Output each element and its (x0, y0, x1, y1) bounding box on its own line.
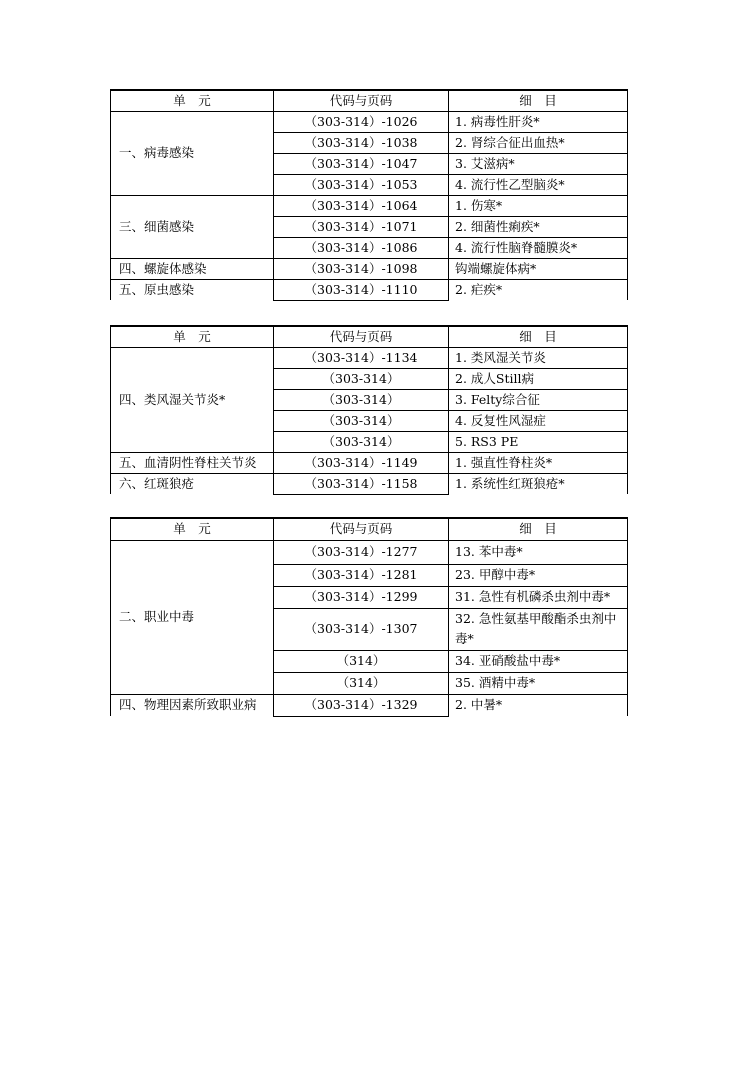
unit-cell: 三、细菌感染 (111, 195, 274, 258)
item-cell: 2. 肾综合征出血热* (449, 132, 628, 153)
code-cell: （303-314）-1134 (274, 347, 449, 368)
item-cell: 1. 系统性红斑狼疮* (449, 473, 628, 494)
table-row (111, 694, 628, 716)
item-cell: 35. 酒精中毒* (449, 672, 628, 694)
table-infectious-diseases (110, 89, 628, 301)
code-cell: （303-314）-1149 (274, 452, 449, 473)
table-header-row (111, 90, 628, 111)
header-unit: 单 元 (111, 90, 274, 111)
code-cell: （314） (274, 672, 449, 694)
item-cell: 3. 艾滋病* (449, 153, 628, 174)
code-cell: （303-314）-1098 (274, 258, 449, 279)
table-row (111, 473, 628, 494)
code-cell: （303-314）-1299 (274, 586, 449, 608)
header-code: 代码与页码 (274, 518, 449, 540)
item-cell: 4. 流行性乙型脑炎* (449, 174, 628, 195)
code-cell: （303-314）-1307 (274, 608, 449, 650)
code-cell: （303-314）-1086 (274, 237, 449, 258)
item-cell: 钩端螺旋体病* (449, 258, 628, 279)
code-cell: （303-314） (274, 410, 449, 431)
table-header-row (111, 326, 628, 347)
table-row (111, 195, 628, 216)
unit-cell: 二、职业中毒 (111, 540, 274, 694)
table-row (111, 258, 628, 279)
table-rheumatic-diseases (110, 325, 628, 495)
header-code: 代码与页码 (274, 326, 449, 347)
item-cell: 4. 流行性脑脊髓膜炎* (449, 237, 628, 258)
item-cell: 1. 类风湿关节炎 (449, 347, 628, 368)
unit-cell: 六、红斑狼疮 (111, 473, 274, 494)
item-cell: 2. 细菌性痢疾* (449, 216, 628, 237)
item-cell: 32. 急性氨基甲酸酯杀虫剂中毒* (449, 608, 628, 650)
item-cell: 13. 苯中毒* (449, 540, 628, 564)
code-cell: （303-314）-1158 (274, 473, 449, 494)
code-cell: （303-314）-1047 (274, 153, 449, 174)
table-occupational-diseases (110, 517, 628, 717)
unit-cell: 五、血清阴性脊柱关节炎 (111, 452, 274, 473)
code-cell: （303-314） (274, 431, 449, 452)
item-cell: 1. 伤寒* (449, 195, 628, 216)
code-cell: （303-314）-1026 (274, 111, 449, 132)
header-unit: 单 元 (111, 326, 274, 347)
table-row (111, 452, 628, 473)
table-row (111, 111, 628, 132)
header-code: 代码与页码 (274, 90, 449, 111)
header-item: 细 目 (449, 326, 628, 347)
code-cell: （303-314） (274, 368, 449, 389)
unit-cell: 四、螺旋体感染 (111, 258, 274, 279)
code-cell: （303-314）-1038 (274, 132, 449, 153)
item-cell: 23. 甲醇中毒* (449, 564, 628, 586)
header-unit: 单 元 (111, 518, 274, 540)
item-cell: 2. 疟疾* (449, 279, 628, 300)
header-item: 细 目 (449, 90, 628, 111)
table-header-row (111, 518, 628, 540)
unit-cell: 五、原虫感染 (111, 279, 274, 300)
code-cell: （303-314）-1277 (274, 540, 449, 564)
unit-cell: 一、病毒感染 (111, 111, 274, 195)
item-cell: 3. Felty综合征 (449, 389, 628, 410)
table-row (111, 347, 628, 368)
code-cell: （303-314）-1053 (274, 174, 449, 195)
code-cell: （303-314）-1071 (274, 216, 449, 237)
item-cell: 34. 亚硝酸盐中毒* (449, 650, 628, 672)
code-cell: （303-314）-1329 (274, 694, 449, 716)
unit-cell: 四、物理因素所致职业病 (111, 694, 274, 716)
item-cell: 1. 病毒性肝炎* (449, 111, 628, 132)
item-cell: 2. 成人Still病 (449, 368, 628, 389)
table-row (111, 540, 628, 564)
item-cell: 4. 反复性风湿症 (449, 410, 628, 431)
code-cell: （303-314）-1281 (274, 564, 449, 586)
table-row (111, 279, 628, 300)
code-cell: （303-314）-1064 (274, 195, 449, 216)
item-cell: 31. 急性有机磷杀虫剂中毒* (449, 586, 628, 608)
code-cell: （314） (274, 650, 449, 672)
item-cell: 2. 中暑* (449, 694, 628, 716)
item-cell: 1. 强直性脊柱炎* (449, 452, 628, 473)
code-cell: （303-314） (274, 389, 449, 410)
code-cell: （303-314）-1110 (274, 279, 449, 300)
item-cell: 5. RS3 PE (449, 431, 628, 452)
header-item: 细 目 (449, 518, 628, 540)
unit-cell: 四、类风湿关节炎* (111, 347, 274, 452)
